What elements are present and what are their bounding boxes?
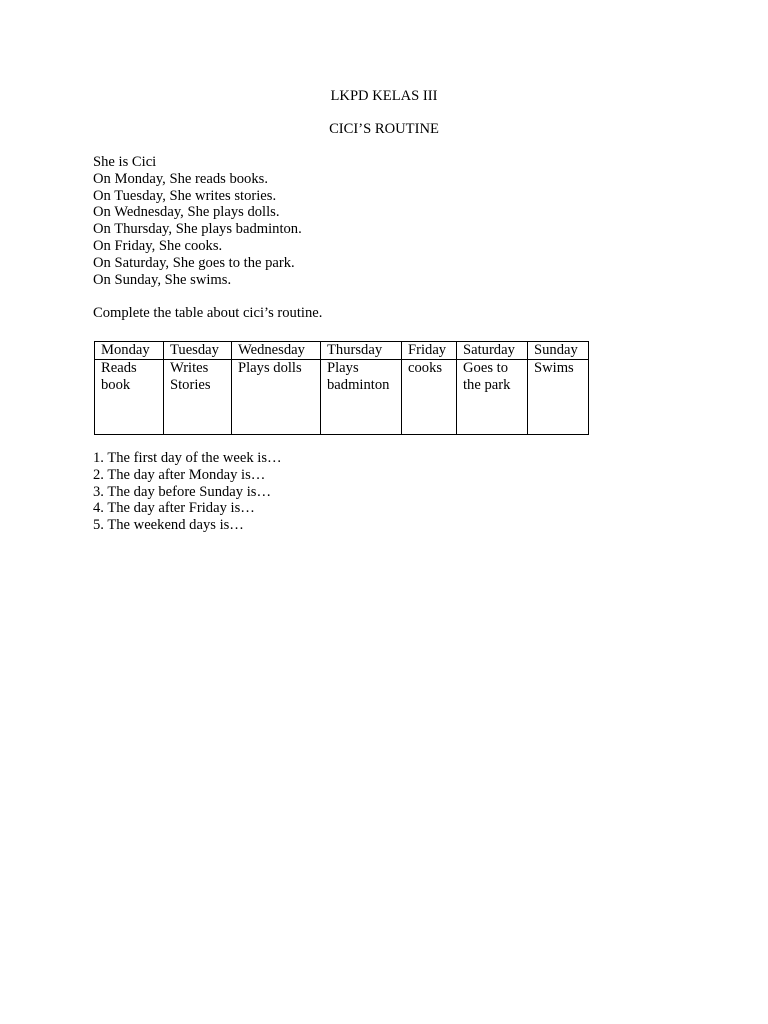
story-line: On Thursday, She plays badminton. [93, 221, 302, 238]
header-cell-tuesday: Tuesday [164, 342, 232, 360]
cell-line: cooks [408, 359, 443, 376]
cell-line: Swims [534, 359, 574, 376]
instruction-text: Complete the table about cici’s routine. [93, 305, 323, 321]
question-item: 4. The day after Friday is… [93, 500, 255, 517]
story-line: On Tuesday, She writes stories. [93, 187, 277, 204]
document-title: LKPD KELAS III [330, 88, 438, 104]
cell-friday [402, 359, 457, 434]
document-subtitle: CICI’S ROUTINE [329, 121, 439, 137]
cell-tuesday [164, 359, 232, 434]
cell-wednesday [232, 359, 321, 434]
cell-line: the park [463, 376, 511, 393]
routine-table [94, 341, 589, 435]
header-cell-sunday: Sunday [528, 342, 589, 360]
cell-line: Plays [327, 359, 359, 376]
header-cell-monday: Monday [95, 342, 164, 360]
header-cell-wednesday: Wednesday [232, 342, 321, 360]
question-item: 1. The first day of the week is… [93, 450, 282, 466]
story-line: She is Cici [93, 154, 157, 170]
table-row [95, 359, 589, 434]
cell-sunday [528, 359, 589, 434]
cell-line: Goes to [463, 359, 508, 376]
question-item: 3. The day before Sunday is… [93, 483, 272, 500]
cell-line: book [101, 376, 131, 393]
cell-saturday [457, 359, 528, 434]
story-line: On Wednesday, She plays dolls. [93, 204, 280, 221]
cell-line: Reads [101, 359, 137, 376]
story-line: On Monday, She reads books. [93, 170, 268, 187]
story-line: On Sunday, She swims. [93, 271, 232, 288]
table-header-row [95, 342, 589, 360]
header-cell-thursday: Thursday [321, 342, 402, 360]
question-item: 5. The weekend days is… [93, 517, 244, 534]
story-line: On Saturday, She goes to the park. [93, 254, 295, 271]
header-cell-friday: Friday [402, 342, 457, 360]
cell-thursday [321, 359, 402, 434]
cell-line: badminton [327, 376, 390, 393]
cell-line: Plays dolls [238, 359, 302, 376]
story-line: On Friday, She cooks. [93, 237, 223, 254]
questions-list [93, 450, 282, 534]
cell-monday [95, 359, 164, 434]
header-cell-saturday: Saturday [457, 342, 528, 360]
story-paragraph [93, 154, 302, 288]
question-item: 2. The day after Monday is… [93, 466, 266, 483]
cell-line: Writes [170, 359, 209, 376]
cell-line: Stories [170, 376, 211, 393]
